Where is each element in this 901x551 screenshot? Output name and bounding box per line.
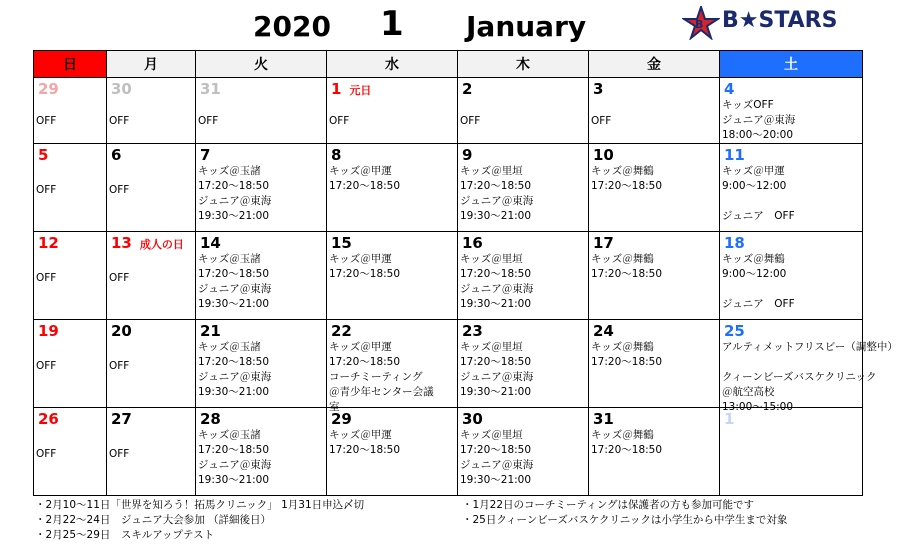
day-cell[interactable] bbox=[107, 144, 196, 232]
day-cell[interactable] bbox=[589, 232, 720, 320]
event-line: キッズ＠玉諸 bbox=[198, 253, 261, 265]
day-cell[interactable] bbox=[107, 320, 196, 408]
day-number bbox=[200, 322, 326, 340]
event-line: 17:20～18:50 bbox=[591, 356, 663, 368]
off-label: OFF bbox=[109, 115, 130, 127]
off-label: OFF bbox=[36, 184, 57, 196]
day-cell[interactable] bbox=[107, 232, 196, 320]
day-number bbox=[462, 410, 588, 428]
week-row bbox=[34, 144, 863, 232]
event-line: キッズ＠甲運 bbox=[329, 429, 392, 441]
day-cell[interactable] bbox=[589, 408, 720, 496]
day-number bbox=[331, 234, 457, 252]
day-number bbox=[111, 234, 195, 254]
day-number bbox=[38, 80, 106, 98]
day-number-text: 24 bbox=[593, 322, 614, 340]
week-row bbox=[34, 78, 863, 144]
day-number bbox=[593, 146, 719, 164]
event-line: 室 bbox=[329, 401, 340, 413]
off-label: OFF bbox=[460, 115, 481, 127]
event-line: キッズ＠里垣 bbox=[460, 429, 523, 441]
day-cell[interactable] bbox=[327, 78, 458, 144]
event-line: キッズ＠里垣 bbox=[460, 165, 523, 177]
day-number-text: 22 bbox=[331, 322, 352, 340]
event-line: キッズ＠玉諸 bbox=[198, 165, 261, 177]
day-number bbox=[724, 322, 862, 340]
year-label: 2020 bbox=[253, 10, 331, 43]
day-number bbox=[111, 410, 195, 428]
off-label: OFF bbox=[109, 360, 130, 372]
day-number-text: 23 bbox=[462, 322, 483, 340]
day-number bbox=[200, 410, 326, 428]
day-cell[interactable] bbox=[107, 78, 196, 144]
off-label: OFF bbox=[36, 360, 57, 372]
calendar-grid bbox=[33, 50, 898, 496]
event-line: 19:30～21:00 bbox=[198, 298, 270, 310]
day-cell[interactable] bbox=[196, 408, 327, 496]
event-line: キッズ＠舞鶴 bbox=[591, 165, 654, 177]
day-number bbox=[724, 234, 862, 252]
event-line: アルティメットフリスビー（調整中） bbox=[722, 341, 898, 353]
day-number-text: 16 bbox=[462, 234, 483, 252]
day-number bbox=[200, 234, 326, 252]
day-number-text: 2 bbox=[462, 80, 473, 98]
day-cell[interactable] bbox=[589, 320, 720, 408]
event-line: キッズ＠舞鶴 bbox=[722, 253, 785, 265]
day-number-text: 27 bbox=[111, 410, 132, 428]
day-number-text: 12 bbox=[38, 234, 59, 252]
day-cell[interactable] bbox=[720, 78, 863, 144]
event-line: 19:30～21:00 bbox=[198, 210, 270, 222]
day-cell[interactable] bbox=[720, 232, 863, 320]
event-line bbox=[720, 282, 862, 297]
day-number bbox=[200, 80, 326, 98]
week-row bbox=[34, 320, 863, 408]
team-logo bbox=[682, 6, 838, 40]
off-label: OFF bbox=[109, 272, 130, 284]
weekday-fri: 金 bbox=[589, 51, 720, 78]
day-number bbox=[462, 146, 588, 164]
day-number-text: 1 bbox=[331, 80, 342, 98]
event-line: キッズ＠舞鶴 bbox=[591, 341, 654, 353]
off-label: OFF bbox=[329, 115, 350, 127]
day-number-text: 6 bbox=[111, 146, 122, 164]
event-line: キッズ＠甲運 bbox=[329, 253, 392, 265]
weekday-tue: 火 bbox=[196, 51, 327, 78]
note-line: ・25日クィーンビーズバスケクリニックは小学生から中学生まで対象 bbox=[462, 514, 788, 526]
event-line: 9:00～12:00 bbox=[722, 180, 787, 192]
off-label: OFF bbox=[36, 115, 57, 127]
logo-text: B★STARS bbox=[722, 8, 838, 33]
day-number bbox=[331, 80, 457, 100]
event-line: キッズ＠玉諸 bbox=[198, 429, 261, 441]
day-number-text: 17 bbox=[593, 234, 614, 252]
day-number-text: 7 bbox=[200, 146, 211, 164]
event-line: 18:00～20:00 bbox=[722, 129, 794, 141]
event-line: 13:00～15:00 bbox=[722, 401, 794, 413]
day-cell[interactable] bbox=[196, 144, 327, 232]
event-line: 17:20～18:50 bbox=[460, 356, 532, 368]
off-label: OFF bbox=[198, 115, 219, 127]
day-number-text: 14 bbox=[200, 234, 221, 252]
weekday-sat: 土 bbox=[720, 51, 863, 78]
day-cell[interactable] bbox=[720, 320, 898, 413]
event-line: キッズOFF bbox=[722, 99, 774, 111]
event-line: ジュニア＠東海 bbox=[198, 283, 272, 295]
holiday-label: 元日 bbox=[349, 84, 372, 97]
event-line: 19:30～21:00 bbox=[460, 386, 532, 398]
day-number-text: 3 bbox=[593, 80, 604, 98]
event-line: ジュニア＠東海 bbox=[198, 371, 272, 383]
day-number bbox=[593, 234, 719, 252]
event-line: 17:20～18:50 bbox=[329, 268, 401, 280]
event-line: キッズ＠甲運 bbox=[722, 165, 785, 177]
day-number bbox=[111, 146, 195, 164]
day-number bbox=[724, 146, 862, 164]
day-number bbox=[200, 146, 326, 164]
event-line: 19:30～21:00 bbox=[198, 474, 270, 486]
day-number bbox=[593, 410, 719, 428]
event-line: ジュニア＠東海 bbox=[198, 195, 272, 207]
event-line: 17:20～18:50 bbox=[591, 180, 663, 192]
day-number-text: 9 bbox=[462, 146, 473, 164]
day-number bbox=[111, 80, 195, 98]
event-line: 17:20～18:50 bbox=[460, 268, 532, 280]
day-number bbox=[331, 322, 457, 340]
event-line: 17:20～18:50 bbox=[591, 268, 663, 280]
day-number-text: 8 bbox=[331, 146, 342, 164]
day-cell[interactable] bbox=[327, 408, 458, 496]
month-name: January bbox=[466, 10, 587, 43]
day-number bbox=[462, 234, 588, 252]
off-label: OFF bbox=[109, 448, 130, 460]
event-line: 19:30～21:00 bbox=[198, 386, 270, 398]
day-cell[interactable] bbox=[458, 232, 589, 320]
day-cell[interactable] bbox=[327, 232, 458, 320]
event-line: クィーンビーズバスケクリニック bbox=[722, 371, 877, 383]
day-number bbox=[38, 410, 106, 428]
day-cell[interactable] bbox=[34, 78, 107, 144]
event-line: ジュニア OFF bbox=[722, 210, 795, 222]
event-line: コーチミーティング bbox=[329, 371, 423, 383]
day-cell[interactable] bbox=[458, 144, 589, 232]
day-cell[interactable] bbox=[34, 144, 107, 232]
holiday-label: 成人の日 bbox=[139, 238, 184, 251]
day-number-text: 31 bbox=[200, 80, 221, 98]
day-number bbox=[331, 146, 457, 164]
day-number-text: 21 bbox=[200, 322, 221, 340]
day-number-text: 5 bbox=[38, 146, 49, 164]
event-line: キッズ＠玉諸 bbox=[198, 341, 261, 353]
day-cell[interactable] bbox=[458, 78, 589, 144]
event-line: 17:20～18:50 bbox=[198, 444, 270, 456]
notes-left bbox=[35, 498, 364, 543]
day-cell[interactable] bbox=[34, 320, 107, 408]
day-number-text: 30 bbox=[111, 80, 132, 98]
day-cell[interactable] bbox=[458, 320, 589, 408]
event-line: 19:30～21:00 bbox=[460, 298, 532, 310]
event-line: キッズ＠舞鶴 bbox=[591, 429, 654, 441]
day-number bbox=[462, 322, 588, 340]
event-line: キッズ＠里垣 bbox=[460, 341, 523, 353]
day-cell[interactable] bbox=[458, 408, 589, 496]
day-number bbox=[593, 80, 719, 98]
event-line: ジュニア＠東海 bbox=[198, 459, 272, 471]
day-number-text: 4 bbox=[724, 80, 735, 98]
day-number bbox=[38, 322, 106, 340]
event-line: ジュニア＠東海 bbox=[460, 459, 534, 471]
day-cell[interactable] bbox=[107, 408, 196, 496]
weekday-header-row bbox=[34, 51, 863, 78]
event-line: 17:20～18:50 bbox=[329, 444, 401, 456]
day-cell[interactable] bbox=[196, 320, 327, 408]
day-cell[interactable] bbox=[196, 78, 327, 144]
star-logo-icon bbox=[682, 6, 720, 40]
event-line: 17:20～18:50 bbox=[198, 268, 270, 280]
weekday-sun: 日 bbox=[34, 51, 107, 78]
note-line: ・2月10～11日「世界を知ろう！拓馬クリニック」 1月31日申込〆切 bbox=[35, 499, 365, 511]
day-cell[interactable] bbox=[589, 144, 720, 232]
day-number-text: 18 bbox=[724, 234, 745, 252]
day-number-text: 11 bbox=[724, 146, 745, 164]
event-line: キッズ＠甲運 bbox=[329, 165, 392, 177]
day-number-text: 28 bbox=[200, 410, 221, 428]
event-line: キッズ＠甲運 bbox=[329, 341, 392, 353]
day-cell[interactable] bbox=[327, 144, 458, 232]
day-number-text: 30 bbox=[462, 410, 483, 428]
event-line: キッズ＠舞鶴 bbox=[591, 253, 654, 265]
event-line: ジュニア＠東海 bbox=[460, 371, 534, 383]
notes-right bbox=[462, 498, 787, 528]
week-row bbox=[34, 408, 863, 496]
event-line: 9:00～12:00 bbox=[722, 268, 787, 280]
day-cell[interactable] bbox=[34, 232, 107, 320]
day-number bbox=[331, 410, 457, 428]
weekday-wed: 水 bbox=[327, 51, 458, 78]
off-label: OFF bbox=[36, 272, 57, 284]
note-line: ・2月22～24日 ジュニア大会参加 （詳細後日） bbox=[35, 514, 272, 526]
day-number-text: 13 bbox=[111, 234, 132, 252]
event-line bbox=[720, 194, 862, 209]
event-line: 19:30～21:00 bbox=[460, 474, 532, 486]
day-number bbox=[724, 80, 862, 98]
day-number bbox=[593, 322, 719, 340]
day-number-text: 15 bbox=[331, 234, 352, 252]
weekday-thu: 木 bbox=[458, 51, 589, 78]
off-label: OFF bbox=[109, 184, 130, 196]
note-line: ・1月22日のコーチミーティングは保護者の方も参加可能です bbox=[462, 499, 754, 511]
event-line: 17:20～18:50 bbox=[198, 356, 270, 368]
event-line: 17:20～18:50 bbox=[329, 180, 401, 192]
week-row bbox=[34, 232, 863, 320]
day-cell[interactable] bbox=[720, 144, 863, 232]
day-number-text: 19 bbox=[38, 322, 59, 340]
event-line: ジュニア＠東海 bbox=[722, 114, 796, 126]
event-line: 17:20～18:50 bbox=[329, 356, 401, 368]
day-number-text: 31 bbox=[593, 410, 614, 428]
event-line bbox=[720, 355, 862, 370]
day-number bbox=[111, 322, 195, 340]
note-line: ・2月25～29日 スキルアップテスト bbox=[35, 529, 215, 541]
day-number-text: 10 bbox=[593, 146, 614, 164]
day-number-text: 1 bbox=[724, 410, 735, 428]
event-line: ＠青少年センター会議 bbox=[329, 386, 434, 398]
event-line: 19:30～21:00 bbox=[460, 210, 532, 222]
weekday-mon: 月 bbox=[107, 51, 196, 78]
day-cell[interactable] bbox=[589, 78, 720, 144]
event-line: ＠航空高校 bbox=[722, 386, 775, 398]
day-number-text: 20 bbox=[111, 322, 132, 340]
month-number: 1 bbox=[380, 4, 404, 44]
off-label: OFF bbox=[591, 115, 612, 127]
day-number bbox=[38, 146, 106, 164]
event-line: 17:20～18:50 bbox=[591, 444, 663, 456]
event-line: キッズ＠里垣 bbox=[460, 253, 523, 265]
event-line: 17:20～18:50 bbox=[460, 444, 532, 456]
day-number-text: 25 bbox=[724, 322, 745, 340]
event-line: ジュニア＠東海 bbox=[460, 283, 534, 295]
event-line: 17:20～18:50 bbox=[460, 180, 532, 192]
event-line: 17:20～18:50 bbox=[198, 180, 270, 192]
day-cell[interactable] bbox=[327, 320, 458, 413]
day-number-text: 29 bbox=[38, 80, 59, 98]
off-label: OFF bbox=[36, 448, 57, 460]
day-cell[interactable] bbox=[34, 408, 107, 496]
svg-text:B: B bbox=[695, 18, 704, 31]
day-number bbox=[38, 234, 106, 252]
day-number bbox=[462, 80, 588, 98]
event-line: ジュニア OFF bbox=[722, 298, 795, 310]
day-cell[interactable] bbox=[196, 232, 327, 320]
day-number bbox=[724, 410, 862, 428]
day-number-text: 29 bbox=[331, 410, 352, 428]
calendar-header bbox=[0, 4, 901, 48]
day-number-text: 26 bbox=[38, 410, 59, 428]
event-line: ジュニア＠東海 bbox=[460, 195, 534, 207]
day-cell[interactable] bbox=[720, 408, 863, 496]
